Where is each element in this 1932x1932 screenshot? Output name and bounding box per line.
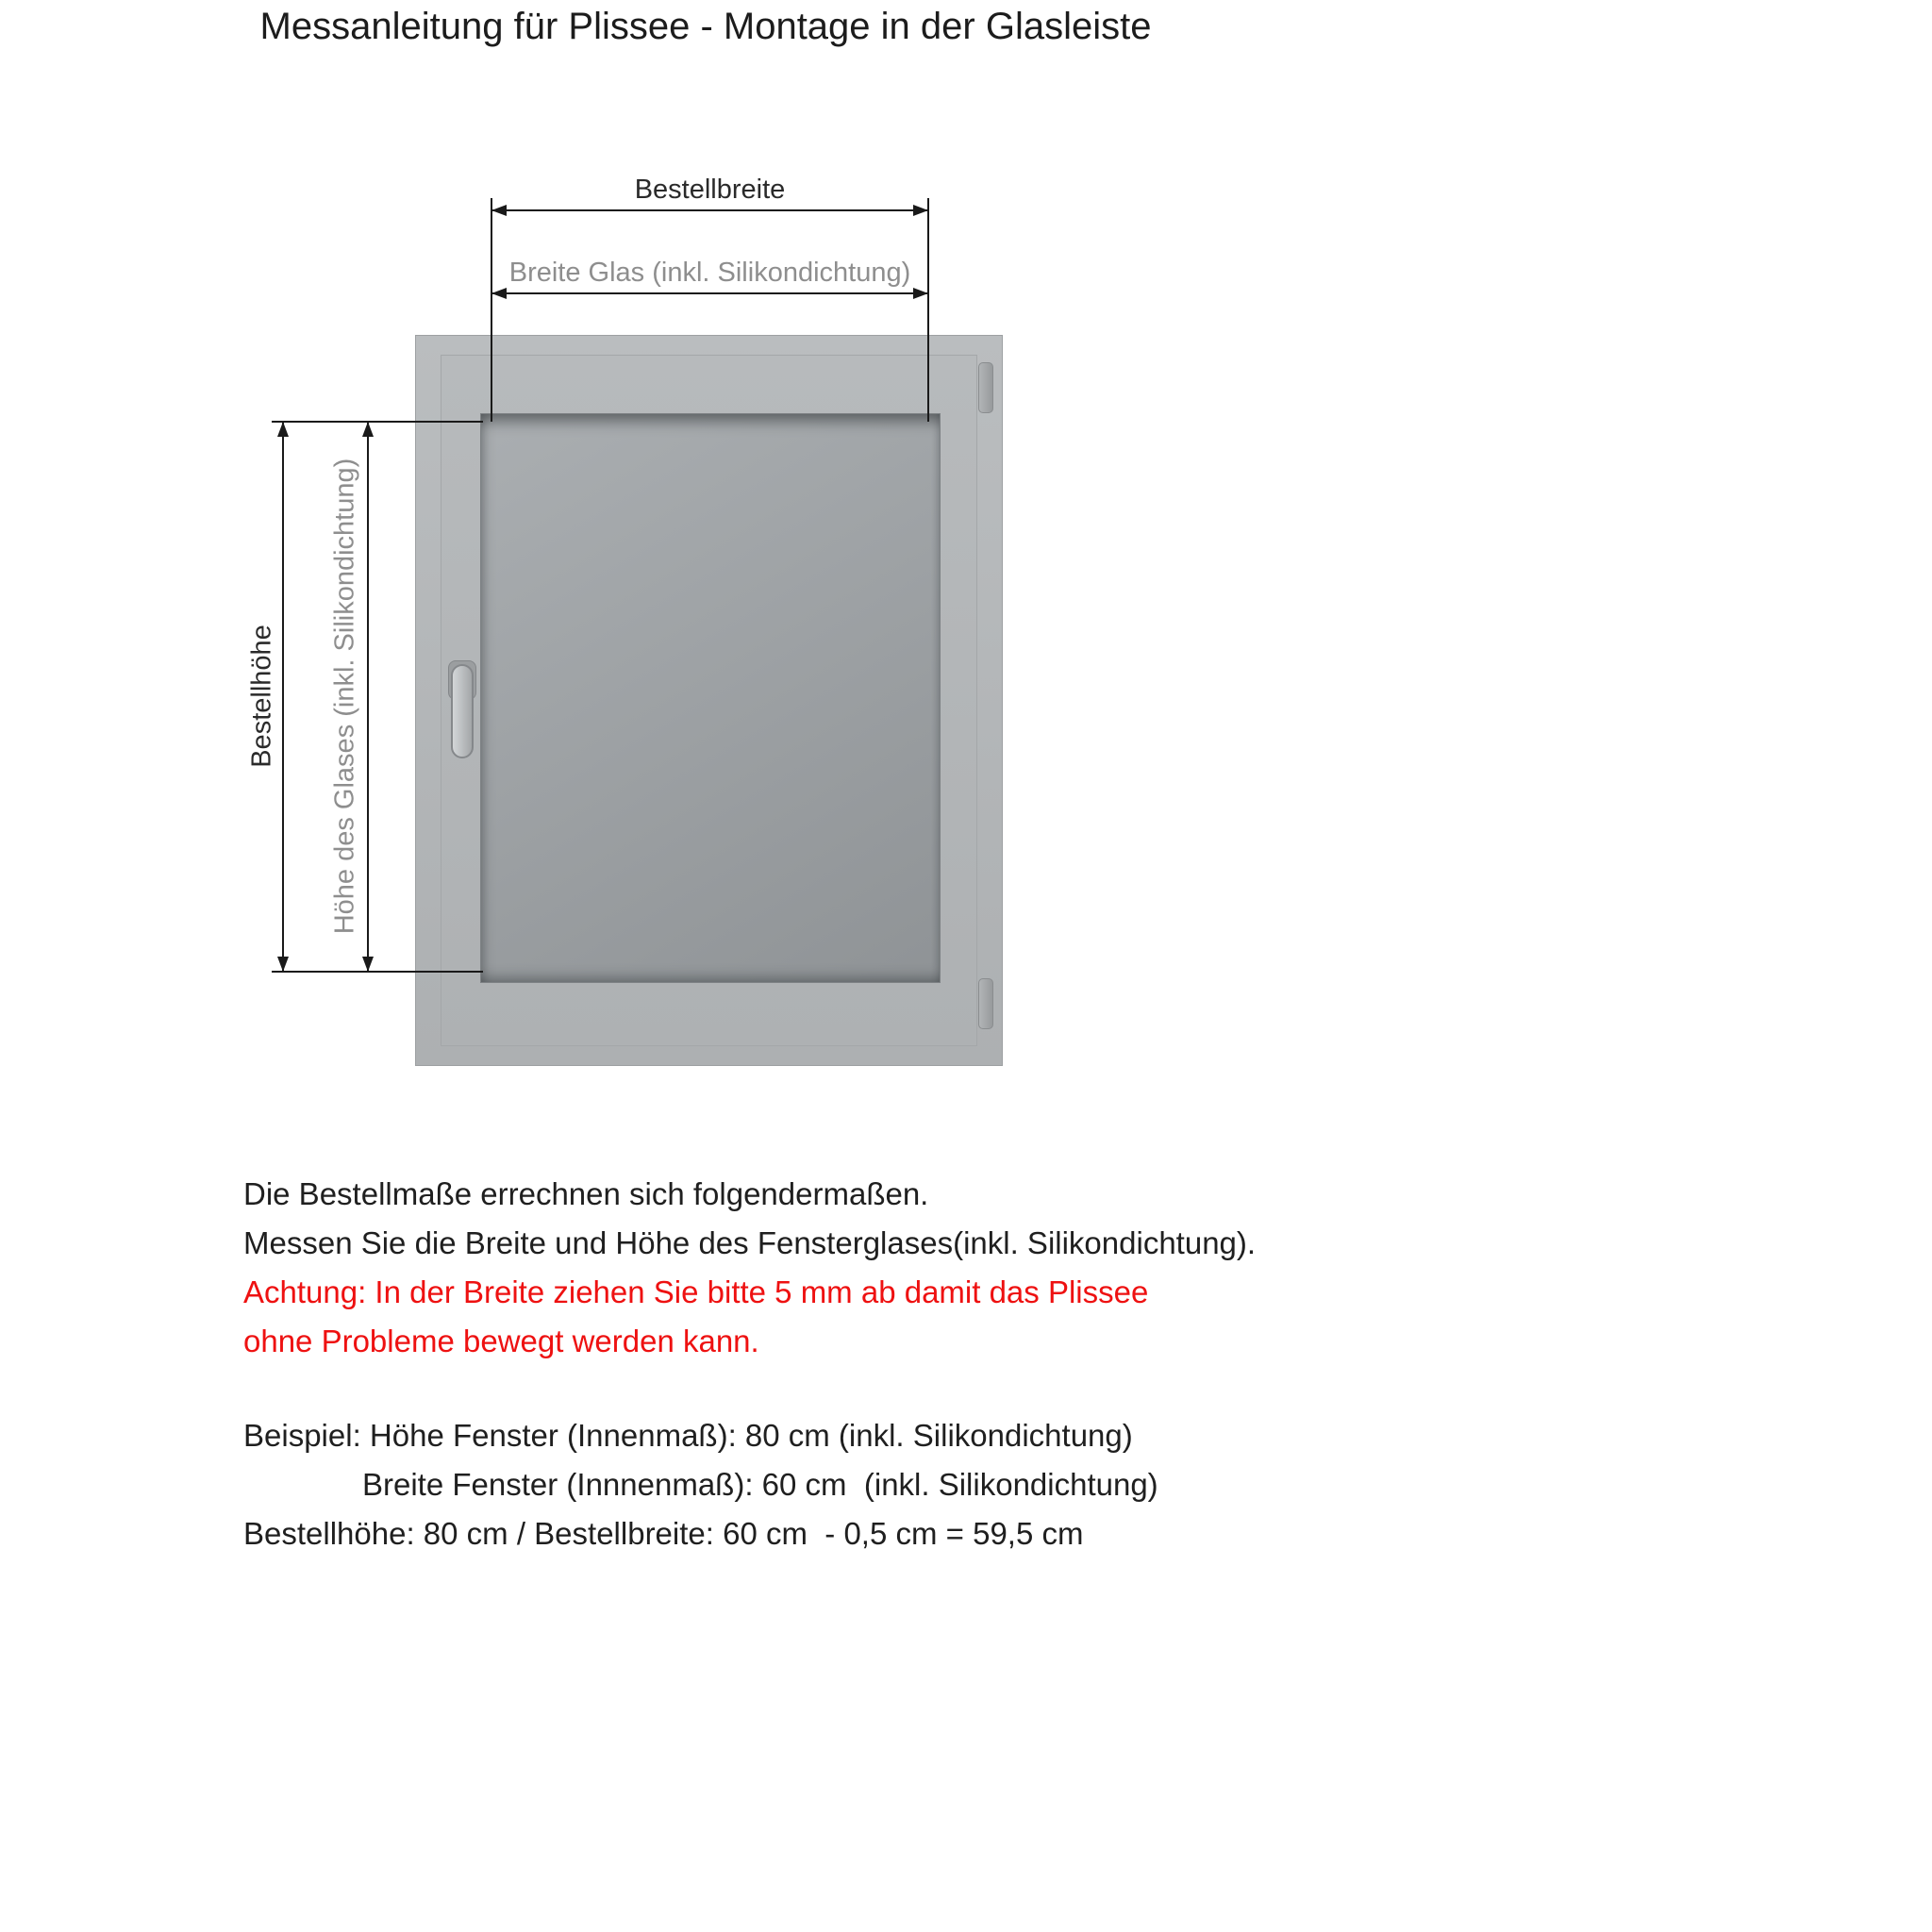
instruction-line-1: Die Bestellmaße errechnen sich folgendermaßen. — [243, 1176, 929, 1211]
window-glass — [480, 413, 941, 983]
warning-line-2: ohne Probleme bewegt werden kann. — [243, 1324, 759, 1358]
glass-height-label: Höhe des Glases (inkl. Silikondichtung) — [329, 458, 360, 935]
warning-line-1: Achtung: In der Breite ziehen Sie bitte 5 mm ab damit das Plissee — [243, 1274, 1149, 1309]
order-height-label: Bestellhöhe — [246, 625, 277, 768]
instructions-block — [243, 1170, 1564, 1558]
instruction-line-2: Messen Sie die Breite und Höhe des Fensterglases(inkl. Silikondichtung). — [243, 1225, 1257, 1260]
window-handle — [451, 664, 474, 758]
example-line-1: Beispiel: Höhe Fenster (Innenmaß): 80 cm (inkl. Silikondichtung) — [243, 1418, 1133, 1453]
hinge-top — [978, 362, 993, 413]
example-line-2: Breite Fenster (Innnenmaß): 60 cm (inkl. Silikondichtung) — [362, 1467, 1158, 1502]
hinge-bottom — [978, 978, 993, 1029]
window-illustration — [415, 335, 1003, 1066]
glass-width-label: Breite Glas (inkl. Silikondichtung) — [508, 258, 911, 288]
order-width-label: Bestellbreite — [634, 175, 786, 205]
page-title: Messanleitung für Plissee - Montage in der Glasleiste — [259, 6, 1152, 47]
example-line-3: Bestellhöhe: 80 cm / Bestellbreite: 60 cm - 0,5 cm = 59,5 cm — [243, 1516, 1084, 1551]
